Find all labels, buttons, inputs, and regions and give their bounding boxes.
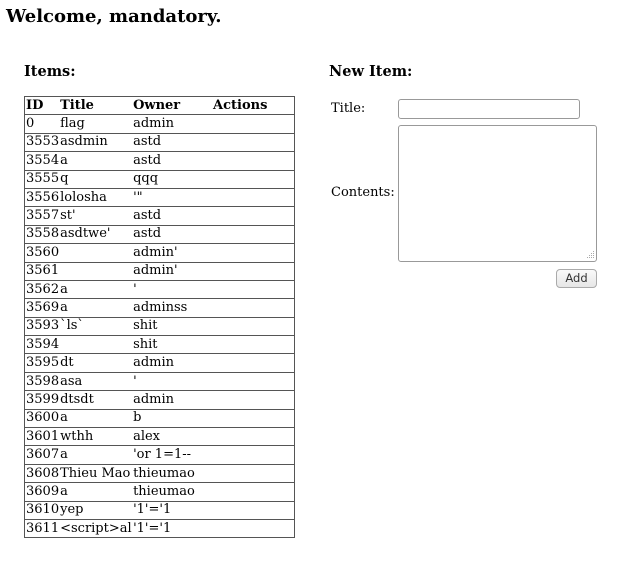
column-header-actions: Actions — [212, 97, 294, 115]
table-row — [25, 336, 295, 354]
table-row — [25, 244, 295, 262]
cell-actions — [212, 483, 294, 501]
cell-id: 3608 — [25, 464, 60, 482]
cell-owner: shit — [132, 317, 212, 335]
table-header-row — [25, 97, 295, 115]
cell-actions — [212, 446, 294, 464]
cell-owner: ' — [132, 280, 212, 298]
cell-title: <script>al — [59, 519, 132, 537]
cell-id: 3560 — [25, 244, 60, 262]
cell-actions — [212, 299, 294, 317]
cell-actions — [212, 317, 294, 335]
table-row — [25, 299, 295, 317]
cell-id: 3594 — [25, 336, 60, 354]
table-row — [25, 519, 295, 537]
cell-title: yep — [59, 501, 132, 519]
cell-actions — [212, 152, 294, 170]
cell-owner: admin — [132, 354, 212, 372]
cell-id: 0 — [25, 115, 60, 133]
table-row — [25, 207, 295, 225]
cell-id: 3601 — [25, 428, 60, 446]
cell-title: asdtwe' — [59, 225, 132, 243]
cell-id: 3609 — [25, 483, 60, 501]
cell-owner: alex — [132, 428, 212, 446]
column-header-id: ID — [25, 97, 60, 115]
cell-title: `ls` — [59, 317, 132, 335]
cell-title: a — [59, 299, 132, 317]
cell-title: dt — [59, 354, 132, 372]
cell-actions — [212, 207, 294, 225]
cell-id: 3569 — [25, 299, 60, 317]
cell-title: st' — [59, 207, 132, 225]
cell-actions — [212, 372, 294, 390]
cell-id: 3593 — [25, 317, 60, 335]
cell-owner: admin' — [132, 262, 212, 280]
cell-owner: astd — [132, 133, 212, 151]
cell-actions — [212, 262, 294, 280]
cell-owner: astd — [132, 225, 212, 243]
title-label: Title: — [331, 101, 366, 116]
cell-id: 3607 — [25, 446, 60, 464]
cell-title — [59, 262, 132, 280]
cell-actions — [212, 225, 294, 243]
cell-id: 3557 — [25, 207, 60, 225]
cell-title: a — [59, 280, 132, 298]
table-row — [25, 372, 295, 390]
items-table-body — [25, 115, 295, 538]
cell-actions — [212, 170, 294, 188]
cell-owner: thieumao — [132, 483, 212, 501]
column-header-owner: Owner — [132, 97, 212, 115]
items-heading: Items: — [24, 63, 76, 80]
table-row — [25, 483, 295, 501]
cell-id: 3555 — [25, 170, 60, 188]
cell-title: asdmin — [59, 133, 132, 151]
cell-actions — [212, 501, 294, 519]
cell-id: 3562 — [25, 280, 60, 298]
cell-id: 3554 — [25, 152, 60, 170]
table-row — [25, 391, 295, 409]
cell-owner: thieumao — [132, 464, 212, 482]
column-header-title: Title — [59, 97, 132, 115]
cell-owner: b — [132, 409, 212, 427]
cell-owner: astd — [132, 207, 212, 225]
cell-title: flag — [59, 115, 132, 133]
cell-id: 3553 — [25, 133, 60, 151]
cell-title — [59, 244, 132, 262]
cell-id: 3600 — [25, 409, 60, 427]
cell-owner: ' — [132, 372, 212, 390]
cell-owner: admin — [132, 115, 212, 133]
cell-actions — [212, 409, 294, 427]
cell-id: 3610 — [25, 501, 60, 519]
cell-owner: adminss — [132, 299, 212, 317]
cell-actions — [212, 464, 294, 482]
cell-title: dtsdt — [59, 391, 132, 409]
cell-actions — [212, 336, 294, 354]
cell-owner: admin' — [132, 244, 212, 262]
table-row — [25, 464, 295, 482]
cell-id: 3561 — [25, 262, 60, 280]
cell-owner: admin — [132, 391, 212, 409]
table-row — [25, 280, 295, 298]
cell-title: Thieu Mao — [59, 464, 132, 482]
cell-id: 3556 — [25, 188, 60, 206]
cell-owner: qqq — [132, 170, 212, 188]
cell-actions — [212, 519, 294, 537]
table-row — [25, 354, 295, 372]
table-row — [25, 115, 295, 133]
table-row — [25, 501, 295, 519]
cell-id: 3598 — [25, 372, 60, 390]
table-row — [25, 152, 295, 170]
contents-textarea[interactable] — [398, 125, 597, 262]
items-table — [24, 96, 295, 538]
cell-owner: '1'='1 — [132, 501, 212, 519]
cell-actions — [212, 354, 294, 372]
table-row — [25, 446, 295, 464]
table-row — [25, 170, 295, 188]
cell-actions — [212, 115, 294, 133]
table-row — [25, 317, 295, 335]
cell-title: q — [59, 170, 132, 188]
cell-title: lolosha — [59, 188, 132, 206]
cell-title: a — [59, 152, 132, 170]
table-row — [25, 409, 295, 427]
cell-actions — [212, 188, 294, 206]
cell-title: a — [59, 483, 132, 501]
add-button[interactable]: Add — [556, 269, 597, 288]
title-input[interactable] — [398, 99, 580, 119]
cell-actions — [212, 133, 294, 151]
cell-owner: shit — [132, 336, 212, 354]
cell-title: a — [59, 409, 132, 427]
new-item-heading: New Item: — [329, 63, 413, 80]
cell-id: 3599 — [25, 391, 60, 409]
items-table-container — [24, 96, 295, 539]
cell-id: 3595 — [25, 354, 60, 372]
cell-actions — [212, 280, 294, 298]
table-row — [25, 428, 295, 446]
resize-grip-icon[interactable] — [586, 250, 595, 259]
table-row — [25, 225, 295, 243]
cell-title: a — [59, 446, 132, 464]
cell-owner: 'or 1=1-- — [132, 446, 212, 464]
table-row — [25, 188, 295, 206]
cell-title — [59, 336, 132, 354]
cell-owner: '" — [132, 188, 212, 206]
cell-actions — [212, 391, 294, 409]
page-title: Welcome, mandatory. — [6, 6, 222, 27]
contents-label: Contents: — [331, 185, 395, 200]
cell-title: wthh — [59, 428, 132, 446]
cell-actions — [212, 244, 294, 262]
cell-id: 3558 — [25, 225, 60, 243]
cell-owner: astd — [132, 152, 212, 170]
cell-owner: '1'='1 — [132, 519, 212, 537]
cell-id: 3611 — [25, 519, 60, 537]
cell-actions — [212, 428, 294, 446]
cell-title: asa — [59, 372, 132, 390]
table-row — [25, 133, 295, 151]
table-row — [25, 262, 295, 280]
